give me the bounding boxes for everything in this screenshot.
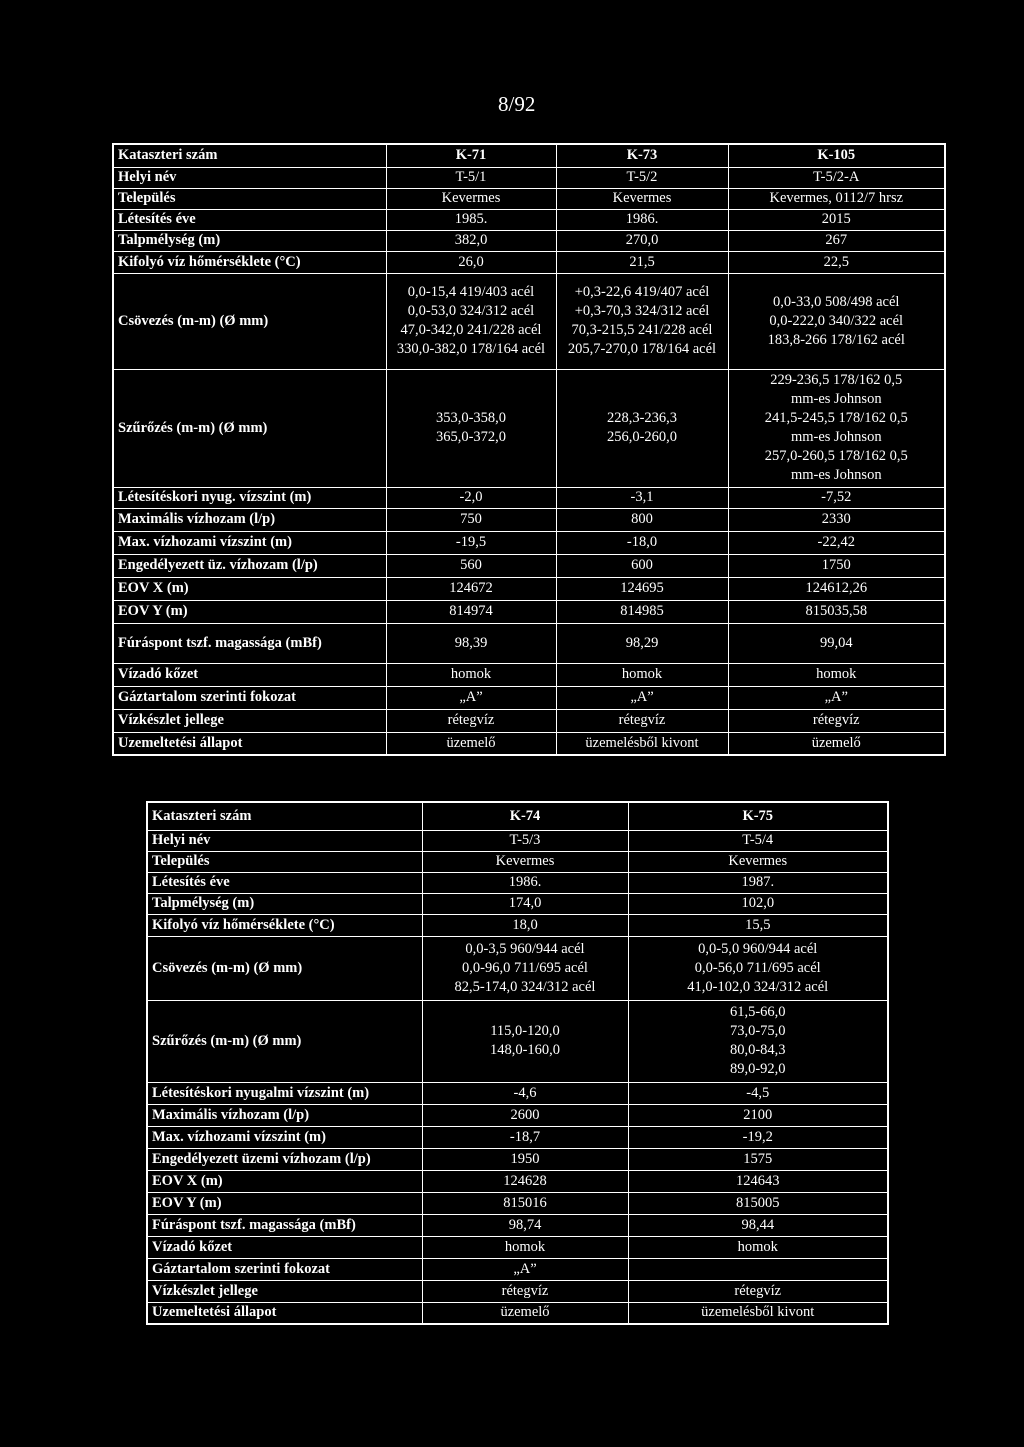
table-row <box>113 209 945 230</box>
table-cell: 98,74 <box>422 1214 628 1236</box>
table-cell: -19,5 <box>386 531 556 554</box>
table-row <box>113 487 945 508</box>
row-label: Fúráspont tszf. magassága (mBf) <box>147 1214 422 1236</box>
table-cell: -22,42 <box>728 531 945 554</box>
table-cell: 228,3-236,3 256,0-260,0 <box>556 369 728 487</box>
table-cell: 15,5 <box>628 914 888 936</box>
table-cell: 2600 <box>422 1104 628 1126</box>
table-row <box>147 872 888 893</box>
table-row <box>147 1302 888 1324</box>
row-label: EOV X (m) <box>147 1170 422 1192</box>
table-cell: 1950 <box>422 1148 628 1170</box>
table-cell: 1986. <box>422 872 628 893</box>
row-label: Csövezés (m-m) (Ø mm) <box>113 273 386 369</box>
row-label: EOV X (m) <box>113 577 386 600</box>
table-row <box>113 230 945 251</box>
page-number: 8/92 <box>498 92 536 116</box>
table-row <box>113 531 945 554</box>
table-cell: 800 <box>556 508 728 531</box>
table-cell: 0,0-5,0 960/944 acél 0,0-56,0 711/695 acél 41,0-102,0 324/312 acél <box>628 936 888 1000</box>
row-label: Helyi név <box>147 830 422 851</box>
row-label: Maximális vízhozam (l/p) <box>113 508 386 531</box>
table-cell: 18,0 <box>422 914 628 936</box>
table-cell: 815016 <box>422 1192 628 1214</box>
column-header: Kataszteri szám <box>147 802 422 830</box>
table-row <box>113 554 945 577</box>
row-label: Uzemeltetési állapot <box>113 732 386 755</box>
table-row <box>147 914 888 936</box>
table-cell: 98,29 <box>556 623 728 663</box>
table-cell: „A” <box>422 1258 628 1280</box>
row-label: EOV Y (m) <box>147 1192 422 1214</box>
table-cell: T-5/2-A <box>728 167 945 188</box>
table-cell: 21,5 <box>556 251 728 273</box>
table-cell: 0,0-15,4 419/403 acél 0,0-53,0 324/312 acél 47,0-342,0 241/228 acél 330,0-382,0 178/164 acél <box>386 273 556 369</box>
well-data-table-1 <box>112 143 946 756</box>
table-cell: rétegvíz <box>728 709 945 732</box>
table-cell: üzemelésből kivont <box>556 732 728 755</box>
table-cell: T-5/4 <box>628 830 888 851</box>
table-cell: 267 <box>728 230 945 251</box>
table-cell: Kevermes <box>628 851 888 872</box>
row-label: Talpmélység (m) <box>147 893 422 914</box>
table-cell: homok <box>556 663 728 686</box>
table-row <box>147 1000 888 1082</box>
table-cell: rétegvíz <box>422 1280 628 1302</box>
row-label: Engedélyezett üzemi vízhozam (l/p) <box>147 1148 422 1170</box>
table-row <box>147 851 888 872</box>
row-label: Max. vízhozami vízszint (m) <box>113 531 386 554</box>
column-header: K-75 <box>628 802 888 830</box>
table-cell: homok <box>422 1236 628 1258</box>
row-label: Maximális vízhozam (l/p) <box>147 1104 422 1126</box>
table-cell: 560 <box>386 554 556 577</box>
row-label: Engedélyezett üz. vízhozam (l/p) <box>113 554 386 577</box>
table-cell: 26,0 <box>386 251 556 273</box>
row-label: EOV Y (m) <box>113 600 386 623</box>
column-header: K-73 <box>556 144 728 167</box>
table-cell: üzemelő <box>386 732 556 755</box>
table-cell: 124672 <box>386 577 556 600</box>
table-cell: -4,6 <box>422 1082 628 1104</box>
row-label: Csövezés (m-m) (Ø mm) <box>147 936 422 1000</box>
well-data-table-2 <box>146 801 889 1325</box>
row-label: Vízkészlet jellege <box>147 1280 422 1302</box>
column-header: Kataszteri szám <box>113 144 386 167</box>
table-cell: 750 <box>386 508 556 531</box>
table-row <box>147 1258 888 1280</box>
table-cell: T-5/1 <box>386 167 556 188</box>
row-label: Gáztartalom szerinti fokozat <box>113 686 386 709</box>
table-row <box>113 732 945 755</box>
table-cell: 270,0 <box>556 230 728 251</box>
table-row <box>147 893 888 914</box>
table-cell: 1987. <box>628 872 888 893</box>
table-cell: 2015 <box>728 209 945 230</box>
table-cell: 22,5 <box>728 251 945 273</box>
table-cell: homok <box>386 663 556 686</box>
column-header: K-71 <box>386 144 556 167</box>
row-label: Kifolyó víz hőmérséklete (°C) <box>113 251 386 273</box>
row-label: Vízadó kőzet <box>113 663 386 686</box>
row-label: Uzemeltetési állapot <box>147 1302 422 1324</box>
table-cell: 174,0 <box>422 893 628 914</box>
table-cell: -18,7 <box>422 1126 628 1148</box>
table-cell: 1750 <box>728 554 945 577</box>
table-cell: -3,1 <box>556 487 728 508</box>
table-row <box>113 623 945 663</box>
table-cell: 353,0-358,0 365,0-372,0 <box>386 369 556 487</box>
row-label: Gáztartalom szerinti fokozat <box>147 1258 422 1280</box>
table-cell: 229-236,5 178/162 0,5 mm-es Johnson 241,5-245,5 178/162 0,5 mm-es Johnson 257,0-260,5 178/162 0,5 mm-es Johnson <box>728 369 945 487</box>
table-cell: rétegvíz <box>556 709 728 732</box>
table-cell: Kevermes, 0112/7 hrsz <box>728 188 945 209</box>
table-cell <box>628 1258 888 1280</box>
row-label: Fúráspont tszf. magassága (mBf) <box>113 623 386 663</box>
table-row <box>113 508 945 531</box>
table-row <box>113 273 945 369</box>
row-label: Létesítéskori nyug. vízszint (m) <box>113 487 386 508</box>
table-row <box>113 600 945 623</box>
table-row <box>147 1214 888 1236</box>
table-header-row <box>147 802 888 830</box>
table-cell: 115,0-120,0 148,0-160,0 <box>422 1000 628 1082</box>
table-cell: homok <box>728 663 945 686</box>
row-label: Szűrőzés (m-m) (Ø mm) <box>147 1000 422 1082</box>
column-header: K-105 <box>728 144 945 167</box>
row-label: Szűrőzés (m-m) (Ø mm) <box>113 369 386 487</box>
table-row <box>113 188 945 209</box>
table-row <box>113 167 945 188</box>
table-cell: T-5/3 <box>422 830 628 851</box>
table-row <box>147 1148 888 1170</box>
table-cell: 0,0-3,5 960/944 acél 0,0-96,0 711/695 acél 82,5-174,0 324/312 acél <box>422 936 628 1000</box>
table-row <box>113 686 945 709</box>
table-cell: 814974 <box>386 600 556 623</box>
table-cell: „A” <box>556 686 728 709</box>
table-row <box>147 1126 888 1148</box>
table-row <box>113 709 945 732</box>
table-cell: -7,52 <box>728 487 945 508</box>
row-label: Település <box>147 851 422 872</box>
table-row <box>147 936 888 1000</box>
row-label: Max. vízhozami vízszint (m) <box>147 1126 422 1148</box>
table-cell: 1986. <box>556 209 728 230</box>
row-label: Vízkészlet jellege <box>113 709 386 732</box>
table-cell: -19,2 <box>628 1126 888 1148</box>
table-cell: üzemelő <box>422 1302 628 1324</box>
row-label: Talpmélység (m) <box>113 230 386 251</box>
table-cell: 1575 <box>628 1148 888 1170</box>
table-cell: 0,0-33,0 508/498 acél 0,0-222,0 340/322 acél 183,8-266 178/162 acél <box>728 273 945 369</box>
row-label: Település <box>113 188 386 209</box>
table-cell: rétegvíz <box>386 709 556 732</box>
table-cell: +0,3-22,6 419/407 acél +0,3-70,3 324/312 acél 70,3-215,5 241/228 acél 205,7-270,0 178/164 acél <box>556 273 728 369</box>
table-cell: „A” <box>386 686 556 709</box>
table-cell: 98,39 <box>386 623 556 663</box>
table-row <box>113 369 945 487</box>
table-row <box>147 1170 888 1192</box>
table-cell: 124695 <box>556 577 728 600</box>
table-cell: 600 <box>556 554 728 577</box>
table-cell: 124628 <box>422 1170 628 1192</box>
table-row <box>113 577 945 600</box>
table-cell: 2100 <box>628 1104 888 1126</box>
table-cell: Kevermes <box>422 851 628 872</box>
table-cell: 61,5-66,0 73,0-75,0 80,0-84,3 89,0-92,0 <box>628 1000 888 1082</box>
table-cell: 2330 <box>728 508 945 531</box>
row-label: Helyi név <box>113 167 386 188</box>
table-cell: 99,04 <box>728 623 945 663</box>
table-cell: -4,5 <box>628 1082 888 1104</box>
table-row <box>147 1192 888 1214</box>
table-row <box>147 1082 888 1104</box>
table-cell: -18,0 <box>556 531 728 554</box>
column-header: K-74 <box>422 802 628 830</box>
table-cell: 815005 <box>628 1192 888 1214</box>
row-label: Létesítéskori nyugalmi vízszint (m) <box>147 1082 422 1104</box>
table-cell: „A” <box>728 686 945 709</box>
row-label: Vízadó kőzet <box>147 1236 422 1258</box>
table-row <box>147 1236 888 1258</box>
row-label: Létesítés éve <box>147 872 422 893</box>
table-cell: 382,0 <box>386 230 556 251</box>
table-cell: 1985. <box>386 209 556 230</box>
table-cell: 815035,58 <box>728 600 945 623</box>
table-row <box>113 663 945 686</box>
table-cell: 98,44 <box>628 1214 888 1236</box>
table-cell: Kevermes <box>386 188 556 209</box>
table-row <box>147 830 888 851</box>
table-cell: 102,0 <box>628 893 888 914</box>
table-row <box>113 251 945 273</box>
table-cell: 124643 <box>628 1170 888 1192</box>
row-label: Létesítés éve <box>113 209 386 230</box>
table-cell: rétegvíz <box>628 1280 888 1302</box>
row-label: Kifolyó víz hőmérséklete (°C) <box>147 914 422 936</box>
table-header-row <box>113 144 945 167</box>
table-cell: homok <box>628 1236 888 1258</box>
table-row <box>147 1280 888 1302</box>
table-cell: Kevermes <box>556 188 728 209</box>
table-cell: üzemelésből kivont <box>628 1302 888 1324</box>
table-cell: 124612,26 <box>728 577 945 600</box>
table-cell: -2,0 <box>386 487 556 508</box>
table-cell: üzemelő <box>728 732 945 755</box>
table-row <box>147 1104 888 1126</box>
table-cell: 814985 <box>556 600 728 623</box>
table-cell: T-5/2 <box>556 167 728 188</box>
